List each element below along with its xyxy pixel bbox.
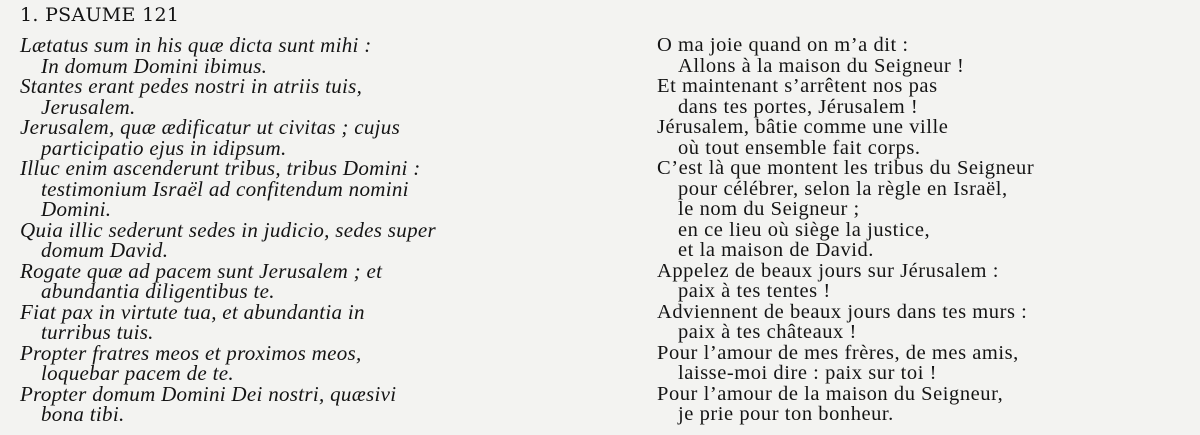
french-line: Pour l’amour de mes frères, de mes amis, — [657, 341, 1019, 364]
french-line: C’est là que montent les tribus du Seigneur — [657, 157, 1035, 179]
french-line: dans tes portes, Jérusalem ! — [678, 95, 919, 118]
french-line: Adviennent de beaux jours dans tes murs : — [657, 300, 1028, 323]
french-line: pour célébrer, selon la règle en Israël, — [678, 177, 1008, 200]
french-line: paix à tes tentes ! — [678, 280, 831, 302]
latin-line: bona tibi. — [41, 402, 125, 426]
latin-line: Propter fratres meos et proximos meos, — [20, 340, 362, 365]
latin-line: Jerusalem, quæ ædificatur ut civitas ; cujus — [20, 115, 401, 139]
latin-line: Quia illic sederunt sedes in judicio, sedes super — [20, 217, 436, 242]
latin-line: Propter domum Domini Dei nostri, quæsivi — [20, 381, 397, 406]
latin-line: Fiat pax in virtute tua, et abundantia in — [20, 299, 365, 324]
french-line: en ce lieu où siège la justice, — [678, 218, 931, 241]
french-text-column — [657, 35, 1192, 425]
french-line: Allons à la maison du Seigneur ! — [678, 54, 965, 77]
latin-text-column — [20, 35, 640, 425]
latin-line: In domum Domini ibimus. — [41, 53, 268, 78]
latin-line: Lætatus sum in his quæ dicta sunt mihi : — [20, 33, 372, 57]
french-line: Appelez de beaux jours sur Jérusalem : — [657, 259, 999, 282]
latin-line: abundantia diligentibus te. — [41, 279, 275, 303]
latin-line: domum David. — [41, 238, 169, 262]
latin-line: Jerusalem. — [41, 94, 136, 119]
french-line: Pour l’amour de la maison du Seigneur, — [657, 382, 1004, 405]
french-line: et la maison de David. — [678, 239, 874, 261]
latin-line: Domini. — [41, 197, 112, 221]
french-line: Jérusalem, bâtie comme une ville — [657, 116, 949, 138]
french-line: Et maintenant s’arrêtent nos pas — [657, 75, 938, 97]
psalm-title: 1. PSAUME 121 — [20, 4, 180, 26]
french-line: laisse-moi dire : paix sur toi ! — [678, 362, 937, 384]
latin-line: testimonium Israël ad confitendum nomini — [41, 176, 409, 201]
french-line: le nom du Seigneur ; — [678, 198, 860, 220]
latin-line: Rogate quæ ad pacem sunt Jerusalem ; et — [20, 258, 383, 283]
latin-line: Stantes erant pedes nostri in atriis tuis, — [20, 74, 363, 98]
latin-line: Illuc enim ascenderunt tribus, tribus Domini : — [20, 156, 421, 180]
french-line: O ma joie quand on m’a dit : — [657, 34, 909, 56]
latin-line: loquebar pacem de te. — [41, 361, 234, 385]
latin-line: participatio ejus in idipsum. — [41, 135, 287, 160]
french-line: paix à tes châteaux ! — [678, 321, 857, 343]
french-line: je prie pour ton bonheur. — [678, 403, 894, 425]
latin-line: turribus tuis. — [41, 320, 154, 344]
french-line: où tout ensemble fait corps. — [678, 136, 921, 159]
